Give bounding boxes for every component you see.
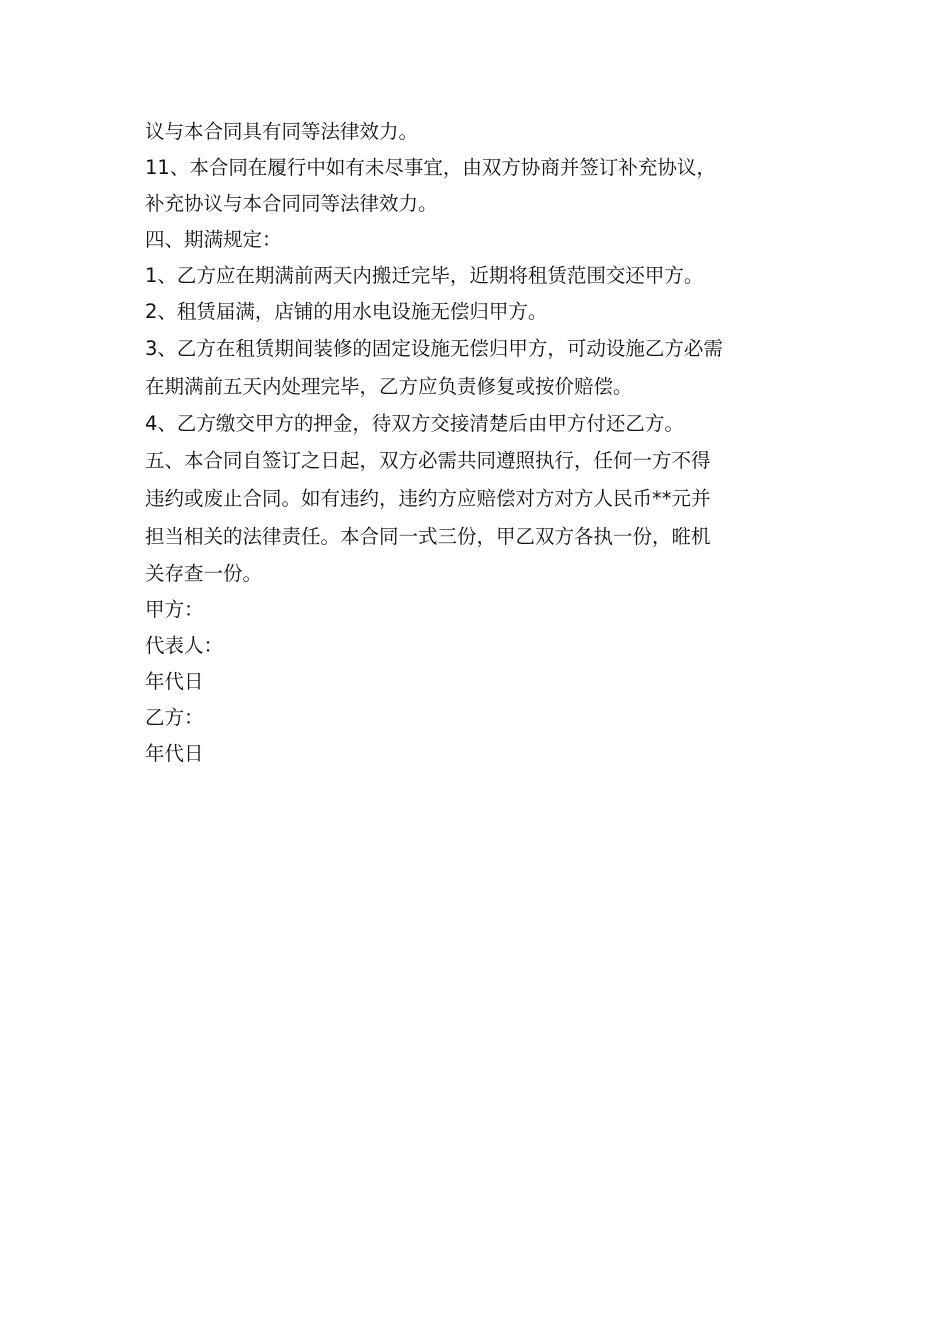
text-line: 11、本合同在履行中如有未尽事宜，由双方协商并签订补充协议， [145,156,716,179]
text-line: 补充协议与本合同同等法律效力。 [145,192,438,215]
text-line: 4、乙方缴交甲方的押金，待双方交接清楚后由甲方付还乙方。 [145,412,684,435]
contract-text [145,114,810,772]
signature-party-a: 甲方： [145,598,204,621]
text-line: 关存查一份。 [145,562,263,585]
signature-date: 年代日 [145,670,204,693]
text-line: 议与本合同具有同等法律效力。 [145,120,419,143]
text-line: 2、租赁届满，店铺的用水电设施无偿归甲方。 [145,300,548,323]
text-line: 违约或废止合同。如有违约，违约方应赔偿对方对方人民币**元并 [145,487,711,510]
text-line: 在期满前五天内处理完毕，乙方应负责修复或按价赔偿。 [145,375,633,398]
signature-date: 年代日 [145,742,204,765]
text-line: 五、本合同自签订之日起，双方必需共同遵照执行，任何一方不得 [145,449,711,472]
signature-party-b: 乙方： [145,706,204,729]
section-heading: 四、期满规定： [145,228,282,251]
text-line: 3、乙方在租赁期间装修的固定设施无偿归甲方，可动设施乙方必需 [145,337,723,360]
text-line: 1、乙方应在期满前两天内搬迁完毕，近期将租赁范围交还甲方。 [145,264,704,287]
signature-representative: 代表人： [145,634,224,657]
text-line: 担当相关的法律责任。本合同一式三份，甲乙双方各执一份，暀机 [145,525,711,548]
